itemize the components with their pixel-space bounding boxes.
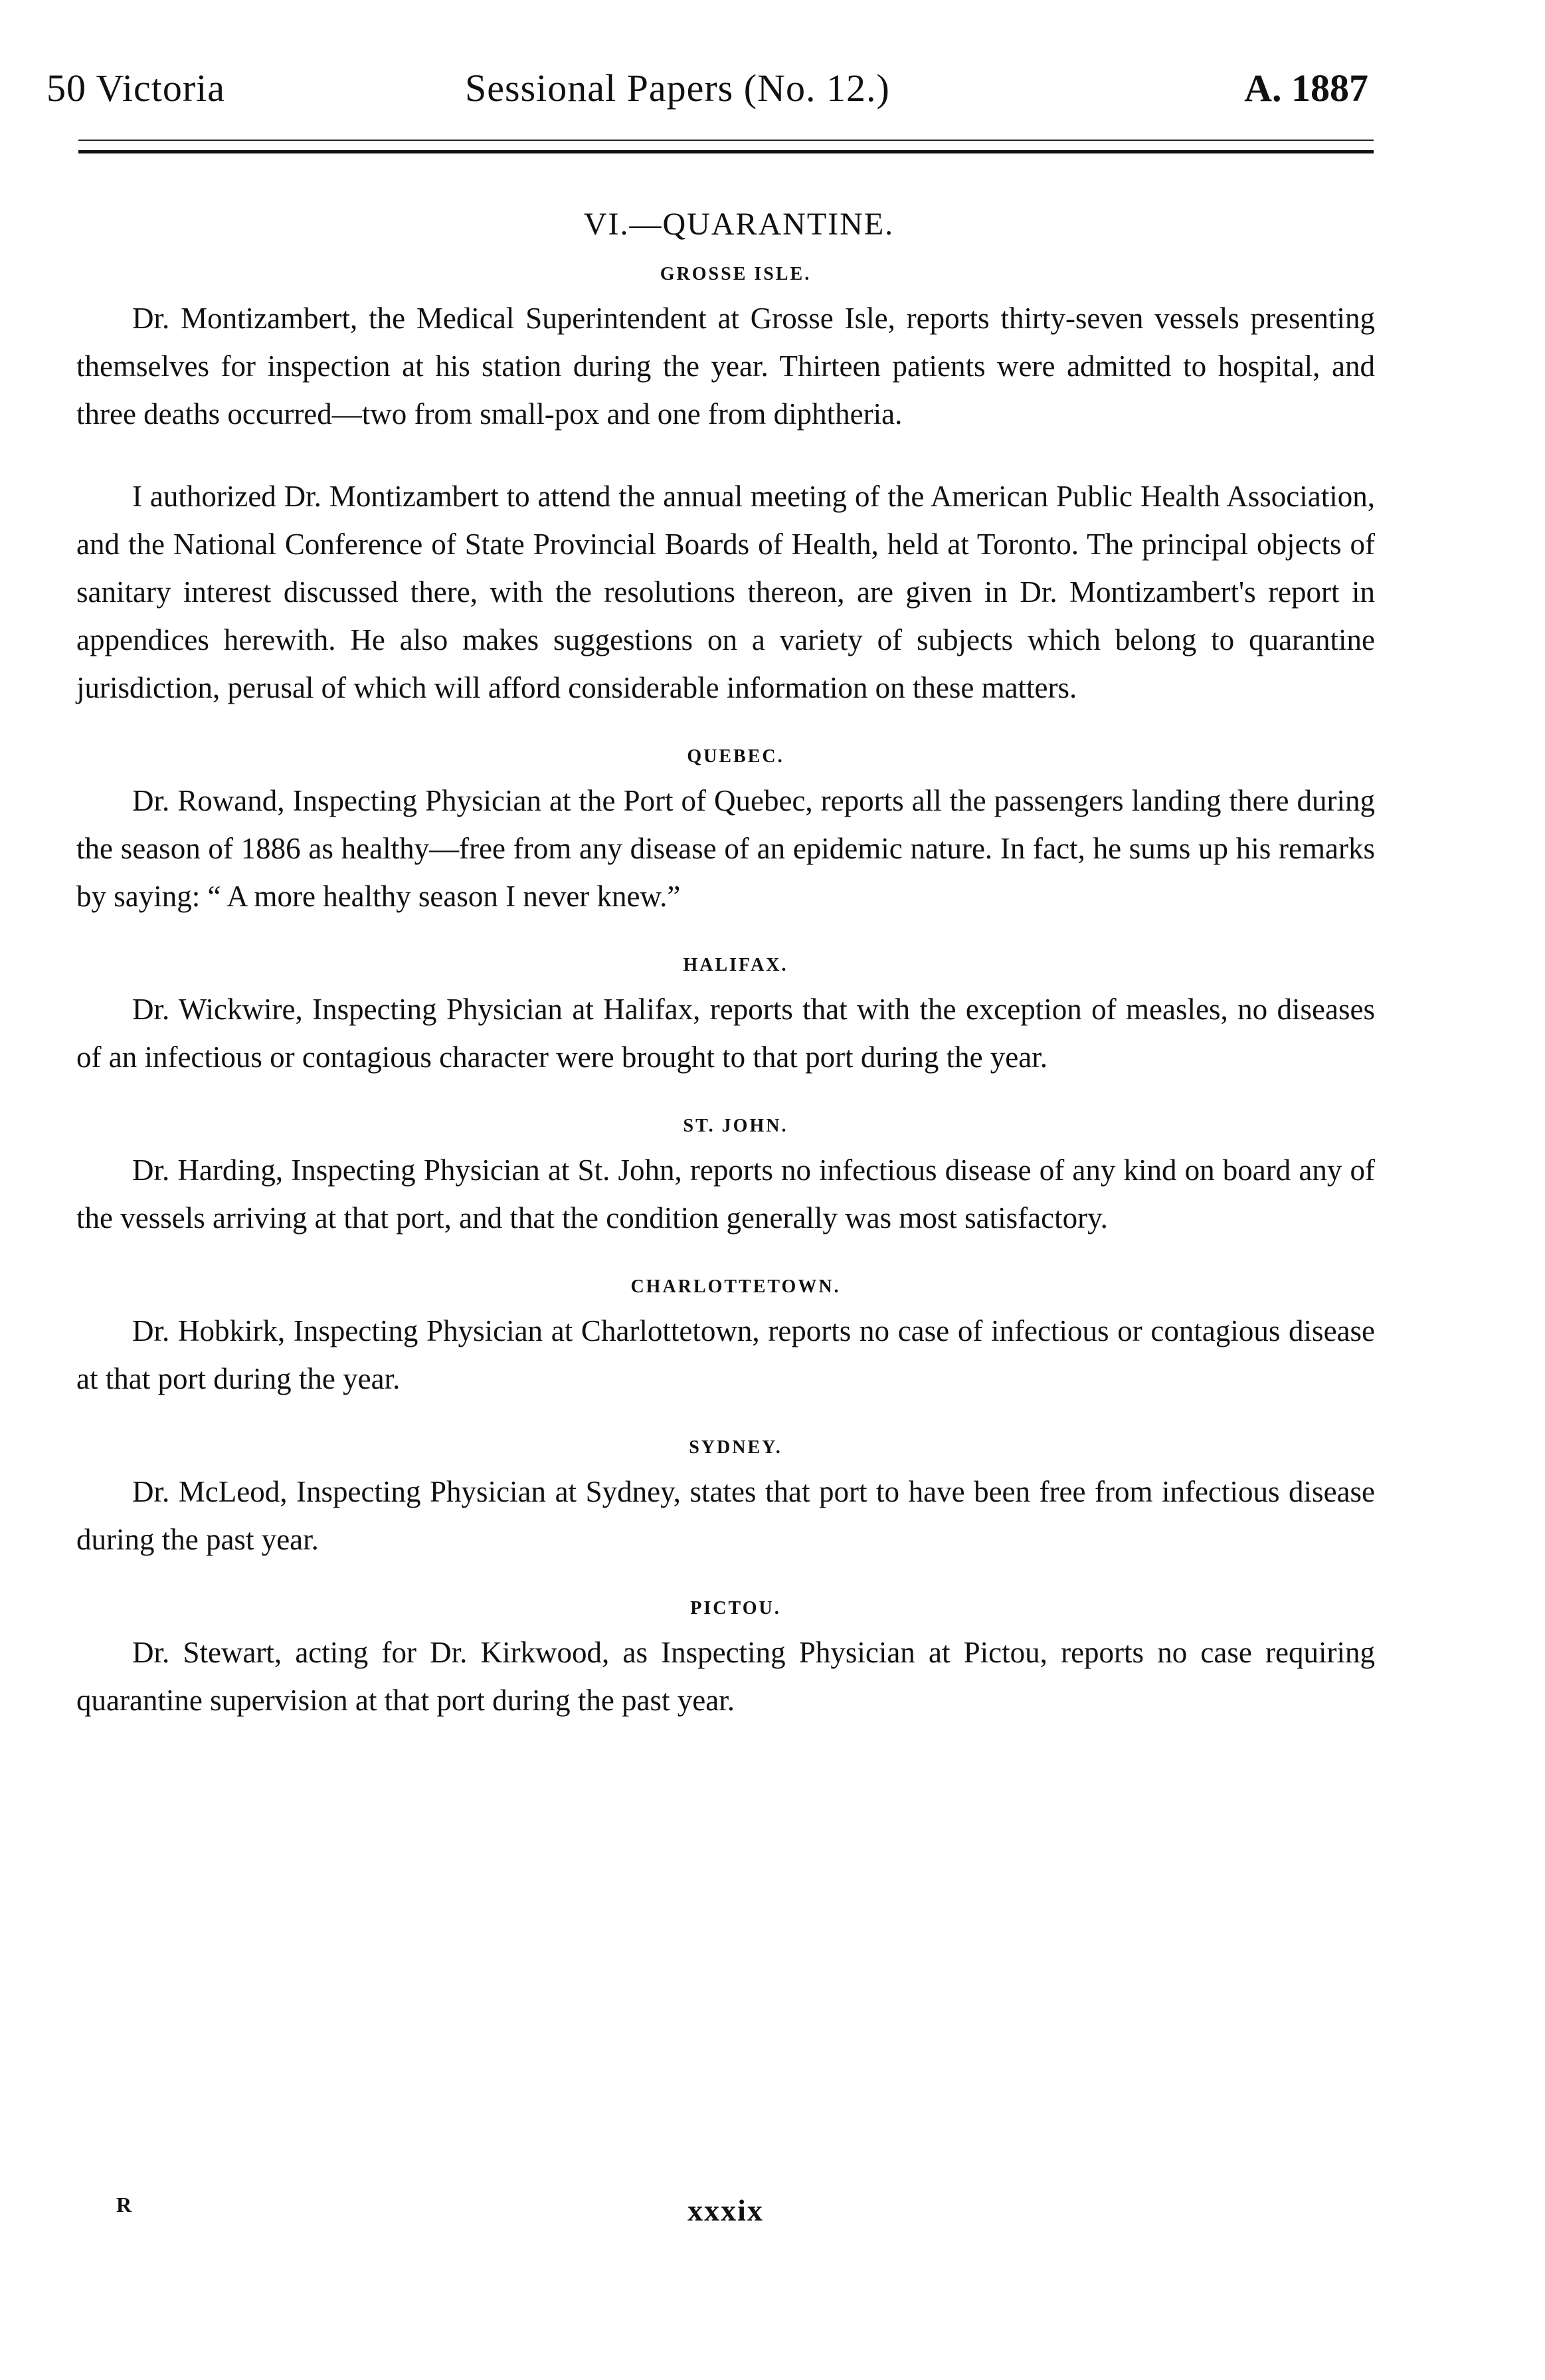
page-number: xxxix <box>687 2193 764 2227</box>
paragraph: Dr. Rowand, Inspecting Physician at the Port of Quebec, reports all the passengers landing there during the season of 1886 as healthy—free from any disease of an epidemic nature. In fact, he sums up his remarks by saying: “ A more healthy season I never knew.” <box>76 784 1375 913</box>
header-year: A. 1887 <box>1244 66 1368 110</box>
section-halifax <box>76 955 1375 1081</box>
header-rule-thick <box>78 150 1374 153</box>
place-heading: GROSSE ISLE. <box>660 264 812 284</box>
page-body <box>76 186 1375 1759</box>
place-heading: QUEBEC. <box>687 746 784 767</box>
section-sydney <box>76 1437 1375 1563</box>
section-pictou <box>76 1598 1375 1724</box>
place-heading: CHARLOTTETOWN. <box>630 1276 841 1297</box>
place-heading: PICTOU. <box>690 1598 781 1619</box>
paragraph: Dr. McLeod, Inspecting Physician at Sydney, states that port to have been free from infectious disease during the past year. <box>76 1475 1375 1556</box>
paragraph: I authorized Dr. Montizambert to attend the annual meeting of the American Public Health Association, and the National Conference of State Provincial Boards of Health, held at Toronto. The principal objects of sanitary interest discussed there, with the resolutions thereon, are given in Dr. Montizambert's report in appendices herewith. He also makes suggestions on a variety of subjects which belong to quarantine jurisdiction, perusal of which will afford considerable information on these matters. <box>76 480 1375 704</box>
section-quebec <box>76 746 1375 920</box>
header-rule-thin <box>78 140 1374 141</box>
section-st-john <box>76 1116 1375 1242</box>
paragraph: Dr. Hobkirk, Inspecting Physician at Charlottetown, reports no case of infectious or contagious disease at that port during the year. <box>76 1314 1375 1395</box>
section-charlottetown <box>76 1276 1375 1403</box>
page-footer <box>76 2193 1375 2239</box>
header-series-title: Sessional Papers (No. 12.) <box>465 66 890 110</box>
paragraph: Dr. Montizambert, the Medical Superintendent at Grosse Isle, reports thirty-seven vessels presenting themselves for inspection at his station during the year. Thirteen patients were admitted to hospital, and three deaths occurred—two from small-pox and one from diphtheria. <box>76 302 1375 431</box>
paragraph: Dr. Wickwire, Inspecting Physician at Halifax, reports that with the exception of measles, no diseases of an infectious or contagious character were brought to that port during the year. <box>76 993 1375 1074</box>
running-header <box>46 58 1368 118</box>
paragraph: Dr. Harding, Inspecting Physician at St. John, reports no infectious disease of any kind on board any of the vessels arriving at that port, and that the condition generally was most satisfactory. <box>76 1153 1375 1235</box>
signature-mark: R <box>116 2193 132 2217</box>
section-grosse-isle <box>76 264 1375 712</box>
place-heading: ST. JOHN. <box>683 1116 788 1136</box>
place-heading: HALIFAX. <box>683 955 788 975</box>
place-heading: SYDNEY. <box>689 1437 782 1458</box>
paragraph: Dr. Stewart, acting for Dr. Kirkwood, as Inspecting Physician at Pictou, reports no case requiring quarantine supervision at that port during the past year. <box>76 1636 1375 1717</box>
header-volume: 50 Victoria <box>46 66 225 110</box>
section-title: VI.—QUARANTINE. <box>583 207 895 242</box>
